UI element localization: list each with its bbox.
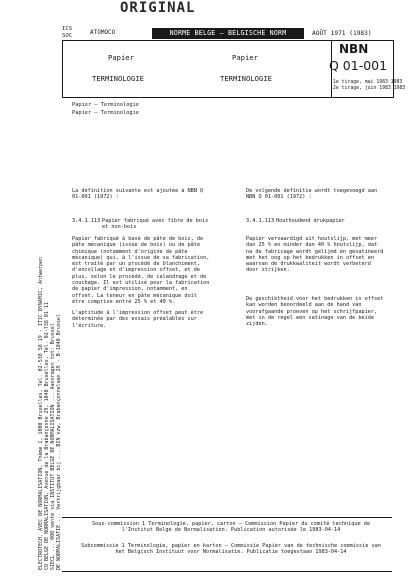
nbn-label: NBN bbox=[339, 42, 369, 56]
header-date: AOÛT 1971 (1983) bbox=[312, 30, 372, 37]
sidebar-line-1: ELECTROTECH. AVEC DE NORMALISATION, Thème 1, 1000 Bruxelles, Tel. 02-538 58 19 - ITIC DYNAMIC, Antwerpen bbox=[38, 256, 44, 570]
sidebar-line-4: DE NORMALISATIE ... Verkrijgbaar bij ... BIN vzw, Brabançonnelaan 29 - B-1040 Brussel bbox=[56, 314, 62, 570]
nl-paragraph-2: De geschiktheid voor het bedrukken in offset kan worden beoordeeld aan de hand van voorafgaande proeven op het schrijfpapier, met in de regel een satinage van de beide zijden. bbox=[246, 296, 384, 328]
original-stamp: ORIGINAL bbox=[120, 0, 196, 16]
fr-section-title: Papier fabriqué avec fibre de bois et non-bois bbox=[102, 218, 209, 231]
header-left-line1: ICS bbox=[62, 26, 73, 32]
document-title-line-2: Papier — Terminologie bbox=[72, 109, 139, 116]
header-reference: ATOMOCO bbox=[90, 29, 116, 36]
fr-paragraph-1: Papier fabriqué à base de pâte de bois, de pâte mécanique (issue de bois) ou de pâte chimique (notamment d'origine de pâte mécanique) qui, à l'issue de sa fabrication, est traité par un procédé de blanchiment, d'encollage et d'impression offset, et de plus, selon le procédé, de calandrage et de couchage. Il est utilisé pour la fabrication de papier d'impression, notamment, en offset. La teneur en pâte mécanique doit être comprise entre 25 % et 40 %. bbox=[72, 236, 210, 305]
sidebar-legal-text bbox=[38, 30, 60, 575]
nl-paragraph-1: Papier vervaardigd uit houtslijp, met meer dan 25 % en minder dan 40 % houtslijp, dat na de fabricage wordt gelijmd en gesatineerd met het oog op het bedrukken in offset en waarvan de drukkwaliteit wordt verbeterd door strijken. bbox=[246, 236, 384, 274]
document-title-lines bbox=[72, 102, 139, 117]
subtitle-nl: TERMINOLOGIE bbox=[220, 74, 272, 83]
footer-nl: Subcommissie 1 Terminologie, papier en karton — Commissie Papier van de technische commissie van het Belgisch Instituut voor Normalisatie. Publicatie toegestaan 1983-04-14 bbox=[81, 543, 381, 556]
footer-bottom-divider bbox=[62, 571, 392, 572]
edition-line-1: 1e tirage, mai 1983 1983 bbox=[333, 80, 403, 85]
nl-intro: De volgende definitie wordt toegevoegd aan NBN Q 01-001 (1972) : bbox=[246, 188, 378, 201]
edition-line-2: 2e tirage, juin 1983 1983 bbox=[333, 86, 406, 91]
title-nl: Papier bbox=[232, 53, 258, 62]
sidebar-line-2: CO BELGE DE NORMALISATION, Avenue de la Brabançonne 29, 1040 Bruxelles, Tél. 02-738 01 11 bbox=[44, 302, 50, 570]
fr-section-number: 3.4.1.113 bbox=[72, 218, 101, 224]
fr-paragraph-2: L'aptitude à l'impression offset peut être déterminée par des essais préalables sur l'écriture. bbox=[72, 310, 204, 329]
subtitle-fr: TERMINOLOGIE bbox=[92, 74, 144, 83]
nl-section-number: 3.4.1.113 bbox=[246, 218, 275, 224]
norm-band: NORME BELGE — BELGISCHE NORM bbox=[152, 28, 304, 39]
norm-code: Q 01-001 bbox=[329, 58, 388, 73]
document-title-line-1: Papier — Terminologie bbox=[72, 102, 139, 108]
footer-fr: Sous-commission 1 Terminologie, papier, carton — Commission Papier du comité technique de l'Institut Belge de Normalisation. Publication autorisée le 1983-04-14 bbox=[92, 521, 370, 534]
footer-divider bbox=[62, 517, 392, 518]
title-fr: Papier bbox=[108, 53, 134, 62]
fr-intro: La définition suivante est ajoutée à NBN Q 01-001 (1972) : bbox=[72, 188, 204, 201]
nl-section-title: Houthoudend drukpapier bbox=[276, 218, 345, 224]
sidebar-line-3: SIECL ... 000 vente via INSTITUT BELGE DE NORMALISATION ... Aanvragen tot: Brussel bbox=[50, 323, 56, 570]
header-left-line2: SOC bbox=[62, 33, 73, 39]
